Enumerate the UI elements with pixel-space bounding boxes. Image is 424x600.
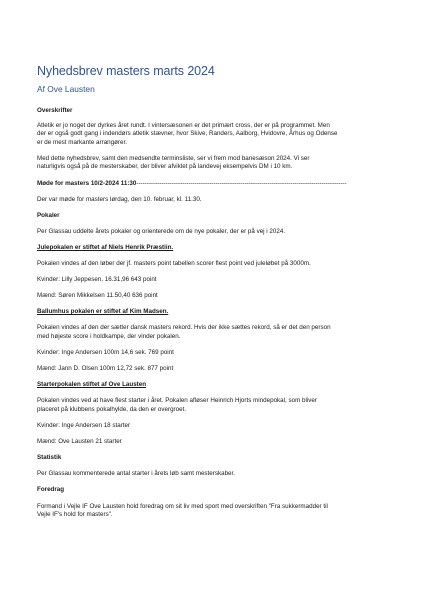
intro-line-1: Atletik er jo noget der dyrkes året rundt. I vintersæsonen er det primært cross, der er på programmet. Men [37, 121, 330, 129]
starterpokal-line-2: placeret på klubbens pokalhylde, da den er overgroet. [37, 405, 187, 413]
ballumhus-line-2: med højeste score i holdkampe, der vinder pokalen. [37, 333, 181, 340]
heading-overskrifter: Overskrifter [37, 107, 73, 114]
author-line: Af Ove Lausten [37, 84, 95, 94]
julepokal-kvinder: Kvinder: Lilly Jeppesen, 16.31,96 643 point [37, 276, 157, 284]
statistik-text: Per Glassau kommenterede antal starter i årets løb samt mesterskaber. [37, 470, 235, 478]
starterpokal-kvinder: Kvinder: Inge Andersen 18 starter [37, 422, 131, 430]
intro-line-3: er de mest markante arrangører. [37, 138, 127, 146]
heading-ballumhus: Ballumhus pokalen er stiftet af Kim Madsen. [37, 308, 169, 316]
heading-statistik: Statistik [37, 454, 62, 462]
heading-julepokal: Julepokalen er stiftet af Niels Henrik Præstiin. [37, 243, 174, 251]
ballumhus-maend: Mænd: Jann D. Olsen 100m 12,72 sek. 877 point [37, 365, 174, 373]
julepokal-text: Pokalen vindes af den løber der jf. masters point tabellen scorer flest point ved juleløbet på 3000m. [37, 260, 311, 268]
termin-line-1: Med dette nyhedsbrev, samt den medsendte terminsliste, ser vi frem mod banesæson 2024. Vi ser [37, 154, 310, 162]
intro-line-2: der er også godt gang i indendørs atletik stævner, hvor Skive, Randers, Aalborg, Hvidovre, Århus og Odense [37, 130, 338, 138]
newsletter-page [37, 64, 387, 520]
starterpokal-maend: Mænd: Ove Lausten 21 starter [37, 438, 122, 446]
starterpokal-line-1: Pokalen vindes ved at have flest starter i året. Pokalen afløser Heinrich Hjorts mindepokal, som bliver [37, 397, 317, 405]
julepokal-maend: Mænd: Søren Mikkelsen 11.50,40 636 point [37, 292, 158, 300]
moede-dashes: ----------------------------------------------------------------------------------------------------- [136, 179, 347, 187]
heading-starterpokal: Starterpokalen stiftet af Ove Lausten [37, 381, 147, 389]
moede-heading-line [37, 180, 387, 189]
moede-text: Der var møde for masters lørdag, den 10. februar, kl. 11.30. [37, 195, 202, 203]
ballumhus-line-1: Pokalen vindes af den der sætter dansk masters rekord. Hvis der ikke sættes rekord, så er det den person [37, 324, 331, 332]
moede-heading: Møde for masters 10/2-2024 11:30 [37, 179, 137, 187]
heading-pokaler: Pokaler [37, 211, 60, 219]
foredrag-line-2: Vejle IF's hold for masters". [37, 511, 113, 519]
foredrag-line-1: Formand i Vejle IF Ove Lausten hold foredrag om sit liv med sport med overskriften "Fra sukkermadder til [37, 502, 328, 510]
ballumhus-kvinder: Kvinder: Inge Andersen 100m 14,6 sek. 769 point [37, 349, 174, 357]
pokaler-text: Per Glassau uddelte årets pokaler og orienterede om de nye pokaler, der er på vej i 2024. [37, 227, 286, 235]
document-title: Nyhedsbrev masters marts 2024 [37, 64, 215, 78]
termin-line-2: naturligvis også på de mesterskaber, der bliver afviklet på landevej eksempelvis DM i 10 km. [37, 163, 293, 171]
heading-foredrag: Foredrag [37, 486, 65, 494]
